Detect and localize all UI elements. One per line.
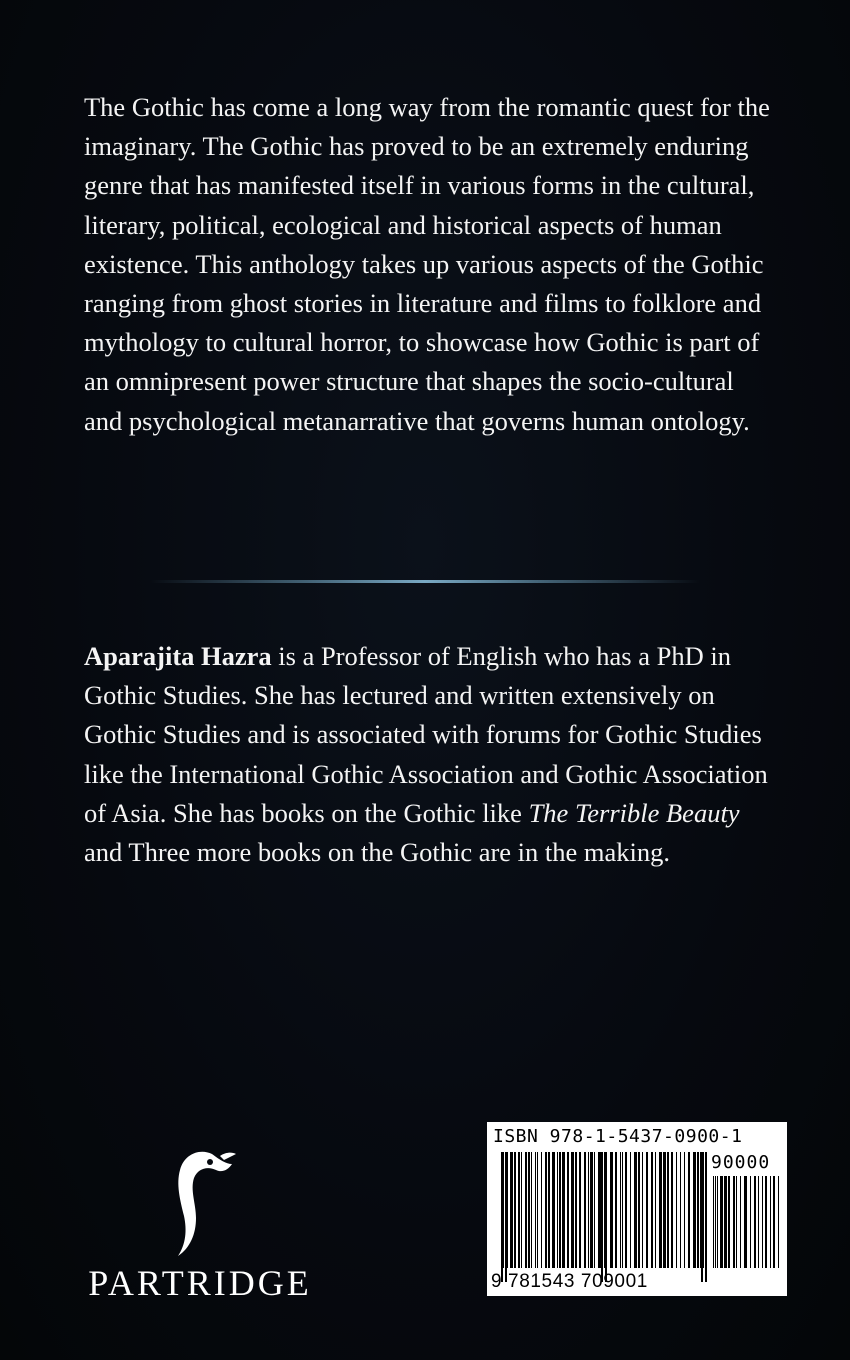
barcode-bar — [693, 1152, 696, 1268]
barcode-bar — [552, 1152, 555, 1268]
barcode-bar — [615, 1152, 617, 1268]
barcode-bar — [646, 1152, 648, 1268]
book-blurb: The Gothic has come a long way from the romantic quest for the imaginary. The Gothic has proved to be an extremely enduring genre that has manifested itself in various forms in the cultural, literary, political, ecological and historical aspects of human existence. This anthology takes up various aspects of the Gothic ranging from ghost stories in literature and films to folklore and mythology to cultural horror, to showcase how Gothic is part of an omnipresent power structure that shapes the socio-cultural and psychological metanarrative that governs human ontology. — [84, 92, 770, 436]
barcode-bar — [750, 1176, 751, 1268]
barcode-guard-bar — [501, 1152, 503, 1282]
barcode-bar — [518, 1152, 520, 1268]
barcode-bar — [528, 1152, 530, 1268]
book-title: The Terrible Beauty — [528, 797, 740, 828]
barcode-bar — [545, 1152, 547, 1268]
barcode-bar — [728, 1176, 730, 1268]
barcode-bar — [557, 1152, 558, 1268]
section-divider — [150, 580, 700, 583]
author-name: Aparajita Hazra — [84, 641, 272, 671]
barcode-bar — [773, 1176, 775, 1268]
barcode-bar — [684, 1152, 685, 1268]
barcode-bar — [680, 1152, 681, 1268]
barcode-bar — [588, 1152, 589, 1268]
barcode-guard-bar — [505, 1152, 507, 1282]
barcode-bar — [697, 1152, 699, 1268]
barcode-bar — [541, 1152, 542, 1268]
barcode-bar — [510, 1152, 513, 1268]
price-code: 90000 — [711, 1152, 771, 1173]
barcode-bar — [610, 1152, 613, 1268]
barcode-bar — [720, 1176, 723, 1268]
barcode-bar — [567, 1152, 569, 1268]
barcode-bar — [584, 1152, 586, 1268]
barcode-bar — [559, 1152, 561, 1268]
barcode-bar — [537, 1152, 538, 1268]
barcode-bar — [736, 1176, 737, 1268]
barcode-bar — [770, 1176, 771, 1268]
barcode-bar — [733, 1176, 735, 1268]
barcode-bar — [507, 1152, 508, 1268]
barcode-bar — [638, 1152, 640, 1268]
barcode-bar — [744, 1176, 747, 1268]
barcode-bar — [715, 1176, 716, 1268]
barcode-bar — [703, 1152, 704, 1268]
barcode-bar — [655, 1152, 656, 1268]
barcode-bar — [575, 1152, 577, 1268]
isbn-label: ISBN 978-1-5437-0900-1 — [493, 1126, 743, 1147]
barcode-bar — [688, 1152, 690, 1268]
publisher-name: PARTRIDGE — [88, 1263, 312, 1303]
barcode-bar — [754, 1176, 756, 1268]
barcode-bar — [667, 1152, 669, 1268]
barcode-bar — [579, 1152, 581, 1268]
barcode-bar — [740, 1176, 741, 1268]
barcode-bar — [590, 1152, 593, 1268]
barcode-bar — [676, 1152, 677, 1268]
barcode-guard-bar — [601, 1152, 603, 1282]
barcode-bar — [514, 1152, 516, 1268]
barcode-bar — [717, 1176, 718, 1268]
partridge-bird-icon — [160, 1140, 240, 1260]
author-bio-text-end: and Three more books on the Gothic are in the making. — [84, 837, 671, 868]
publisher-logo — [60, 1140, 340, 1310]
barcode-bar — [778, 1176, 779, 1268]
ean-digits: 9 781543 709001 — [491, 1271, 648, 1292]
barcode-bars — [487, 1122, 787, 1296]
barcode-bar — [548, 1152, 550, 1268]
barcode-bar — [630, 1152, 631, 1268]
barcode-bar — [642, 1152, 643, 1268]
barcode-bar — [625, 1152, 627, 1268]
barcode-bar — [724, 1176, 727, 1268]
barcode-bar — [571, 1152, 574, 1268]
barcode-bar — [762, 1176, 763, 1268]
barcode-bar — [659, 1152, 662, 1268]
barcode-guard-bar — [705, 1152, 707, 1282]
barcode-bar — [622, 1152, 623, 1268]
barcode-bar — [634, 1152, 637, 1268]
barcode-guard-bar — [605, 1152, 607, 1282]
barcode-bar — [535, 1152, 536, 1268]
barcode-bar — [758, 1176, 759, 1268]
barcode-bar — [598, 1152, 601, 1268]
barcode-bar — [620, 1152, 621, 1268]
barcode-bar — [700, 1152, 701, 1268]
barcode-bar — [713, 1176, 714, 1268]
author-bio — [84, 637, 774, 872]
barcode-bar — [594, 1152, 595, 1268]
isbn-barcode — [487, 1122, 787, 1296]
barcode-bar — [663, 1152, 666, 1268]
author-bio-text: is a Professor of English who has a PhD in Gothic Studies. She has lectured and written extensively on Gothic Studies and is associated with forums for Gothic Studies like the International Gothic Association and Gothic Association of Asia. She has books on the Gothic like — [84, 641, 768, 828]
barcode-bar — [521, 1152, 522, 1268]
barcode-bar — [765, 1176, 767, 1268]
barcode-bar — [651, 1152, 653, 1268]
barcode-bar — [531, 1152, 532, 1268]
barcode-bar — [525, 1152, 527, 1268]
barcode-guard-bar — [701, 1152, 703, 1282]
barcode-bar — [562, 1152, 565, 1268]
barcode-bar — [671, 1152, 673, 1268]
